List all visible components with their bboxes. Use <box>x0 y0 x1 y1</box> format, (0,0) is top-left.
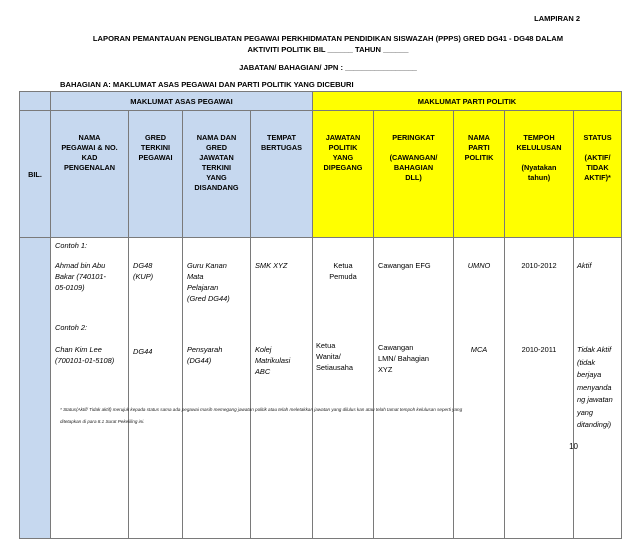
text-line: Aktif <box>577 261 592 270</box>
text-line: GRED <box>205 143 228 152</box>
text-line: Pelajaran <box>187 283 219 292</box>
example-1-gred <box>133 260 153 282</box>
example-2-gred <box>133 346 152 357</box>
text-line: DG44 <box>133 347 153 356</box>
report-title-line-1: LAPORAN PEMANTAUAN PENGLIBATAN PEGAWAI PERKHIDMATAN PENDIDIKAN SISWAZAH (PPPS) GRED DG41 - DG48 DALAM <box>92 34 564 43</box>
text-line: DG48 <box>133 261 153 270</box>
text-line: TERKINI <box>201 163 232 172</box>
text-line: JAWATAN <box>199 153 234 162</box>
example-1-jawatan <box>187 260 230 304</box>
col-bil: BIL. <box>20 111 51 238</box>
text-line: PERINGKAT <box>392 133 435 142</box>
col-peringkat <box>374 111 454 238</box>
col-parti <box>454 111 505 238</box>
text-line: XYZ <box>378 365 393 374</box>
group-party-info: MAKLUMAT PARTI POLITIK <box>313 92 622 111</box>
text-line: Matrikulasi <box>255 356 291 365</box>
text-line: (Gred DG44) <box>187 294 230 303</box>
text-line: Tidak Aktif <box>577 345 612 354</box>
footnote-line-2: ditetapkan di para 8.1 Surat Pekeliling ini. <box>60 419 145 424</box>
report-table <box>19 91 622 539</box>
text-line: menyanda <box>577 382 612 392</box>
bil-body <box>20 238 51 539</box>
example-2-jawatan-politik <box>316 340 353 373</box>
bil-spacer <box>20 92 51 111</box>
text-line: ABC <box>255 367 271 376</box>
text-line: POLITIK <box>328 143 358 152</box>
example-2-tempoh <box>505 344 573 355</box>
example-1-tempoh <box>505 260 573 271</box>
col-jawatan-politik <box>313 111 374 238</box>
text-line: SMK XYZ <box>255 261 288 270</box>
col-gred <box>129 111 183 238</box>
example-1-status <box>577 260 591 271</box>
cell-tempat <box>251 238 313 539</box>
text-line: Pensyarah <box>187 345 223 354</box>
text-line: DIPEGANG <box>323 163 363 172</box>
section-heading: BAHAGIAN A: MAKLUMAT ASAS PEGAWAI DAN PARTI POLITIK YANG DICEBURI <box>60 80 354 89</box>
text-line: Mata <box>187 272 204 281</box>
example-1-parti <box>454 260 504 271</box>
text-line: MCA <box>470 345 488 354</box>
text-line: Chan Kim Lee <box>55 345 102 354</box>
text-line: yang <box>577 407 594 417</box>
text-line: YANG <box>332 153 354 162</box>
text-line: PARTI <box>468 143 490 152</box>
col-tempat <box>251 111 313 238</box>
example-2-nama <box>55 344 114 366</box>
text-line: Setiausaha <box>316 363 353 372</box>
text-line: berjaya <box>577 370 602 379</box>
text-line: TEMPAT <box>267 133 296 142</box>
page-number: 10 <box>569 442 578 451</box>
text-line: (KUP) <box>133 272 154 281</box>
text-line: 2010-2012 <box>521 261 557 270</box>
cell-parti <box>454 238 505 539</box>
text-line: POLITIK <box>464 153 494 162</box>
text-line: Bakar (740101- <box>55 272 106 281</box>
text-line: (DG44) <box>187 356 212 365</box>
text-line: PENGENALAN <box>63 163 116 172</box>
text-line: UMNO <box>467 261 491 270</box>
text-line: GRED <box>144 133 167 142</box>
appendix-label: LAMPIRAN 2 <box>534 14 580 23</box>
cell-jawatan <box>183 238 251 539</box>
example-2-tempat <box>255 344 290 377</box>
text-line <box>505 153 573 163</box>
text-line: TEMPOH <box>523 133 555 142</box>
text-line: Cawangan EFG <box>378 261 431 270</box>
text-line <box>374 143 453 153</box>
example-1-peringkat <box>378 260 431 271</box>
text-line: Ketua <box>316 341 336 350</box>
text-line: (700101-01-5108) <box>55 356 115 365</box>
text-line: KELULUSAN <box>516 143 562 152</box>
col-tempoh <box>505 111 574 238</box>
text-line: Ahmad bin Abu <box>55 261 106 270</box>
col-jawatan <box>183 111 251 238</box>
text-line: PEGAWAI <box>138 153 173 162</box>
text-line: Wanita/ <box>316 352 341 361</box>
report-title <box>58 33 598 55</box>
cell-gred <box>129 238 183 539</box>
text-line: AKTIF)* <box>584 173 611 182</box>
text-line: ditandingi) <box>577 420 612 429</box>
text-line: DLL) <box>405 173 422 182</box>
footnote-line-1: * Status(Aktif/ Tidak aktif) merujuk kepada status sama ada pegawai masih memegang jawatan politik atau telah meletakkan jawatan yang dilulus kan atau telah tamat tempoh kelulusan seperti yang <box>60 407 463 412</box>
cell-nama <box>51 238 129 539</box>
footnote <box>60 404 590 428</box>
example-1-tempat <box>255 260 287 271</box>
text-line: DISANDANG <box>194 183 239 192</box>
text-line: tahun) <box>527 173 551 182</box>
text-line: (tidak <box>577 357 596 367</box>
text-line: YANG <box>206 173 227 182</box>
example-2-parti <box>454 344 504 355</box>
text-line: BAHAGIAN <box>393 163 434 172</box>
example-2-label: Contoh 2: <box>55 323 88 332</box>
text-line: Guru Kanan <box>187 261 227 270</box>
cell-peringkat <box>374 238 454 539</box>
text-line: NAMA <box>78 133 101 142</box>
text-line: PEGAWAI & NO. <box>61 143 118 152</box>
example-2-jawatan <box>187 344 222 366</box>
cell-status <box>574 238 622 539</box>
cell-jawatan-politik <box>313 238 374 539</box>
col-nama <box>51 111 129 238</box>
cell-tempoh <box>505 238 574 539</box>
example-1-label: Contoh 1: <box>55 241 88 250</box>
text-line: (CAWANGAN/ <box>389 153 438 162</box>
example-1-nama <box>55 260 106 293</box>
col-status <box>574 111 622 238</box>
text-line: LMN/ Bahagian <box>378 354 429 363</box>
text-line: KAD <box>81 153 98 162</box>
text-line: ng jawatan <box>577 395 613 404</box>
text-line: NAMA <box>468 133 490 142</box>
text-line: 05-0109) <box>55 283 85 292</box>
example-2-peringkat <box>378 342 429 375</box>
text-line: NAMA DAN <box>196 133 237 142</box>
text-line <box>574 143 621 153</box>
department-line: JABATAN/ BAHAGIAN/ JPN : _________________ <box>239 63 417 72</box>
text-line: 2010-2011 <box>521 345 557 354</box>
text-line: Kolej <box>255 345 272 354</box>
group-officer-info: MAKLUMAT ASAS PEGAWAI <box>51 92 313 111</box>
text-line: JAWATAN <box>325 133 361 142</box>
text-line: TERKINI <box>140 143 171 152</box>
text-line: Cawangan <box>378 343 414 352</box>
text-line: STATUS <box>583 133 612 142</box>
text-line: Ketua <box>333 261 353 270</box>
text-line: (AKTIF/ <box>584 153 611 162</box>
text-line: BERTUGAS <box>261 143 302 152</box>
example-1-jawatan-politik <box>313 260 373 282</box>
text-line: Pemuda <box>329 272 357 281</box>
report-title-line-2: AKTIVITI POLITIK BIL ______ TAHUN ______ <box>247 45 409 54</box>
text-line: TIDAK <box>586 163 609 172</box>
text-line: (Nyatakan <box>521 163 557 172</box>
